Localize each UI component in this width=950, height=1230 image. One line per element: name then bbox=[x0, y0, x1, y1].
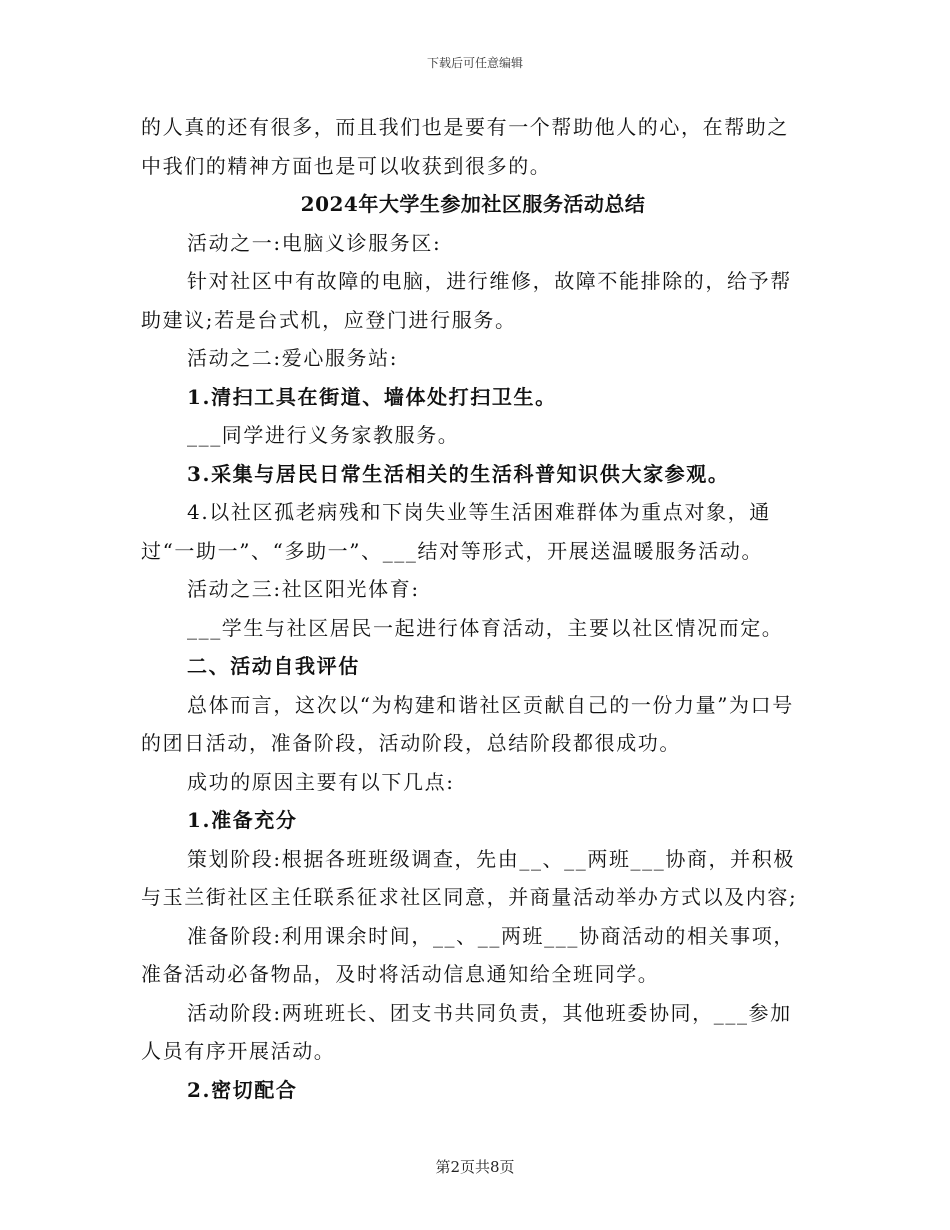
evaluation-heading: 二、活动自我评估 bbox=[187, 654, 360, 678]
activity-two-item-2: ___同学进行义务家教服务。 bbox=[187, 423, 460, 447]
section-title: 2024年大学生参加社区服务活动总结 bbox=[300, 192, 646, 216]
activity-two-item-3: 3.采集与居民日常生活相关的生活科普知识供大家参观。 bbox=[187, 461, 730, 486]
activity-two-heading: 活动之二:爱心服务站: bbox=[187, 346, 399, 370]
activity-two-item-4: 4.以社区孤老病残和下岗失业等生活困难群体为重点对象，通过“一助一”、“多助一”、___结对等形式，开展送温暖服务活动。 bbox=[141, 500, 771, 563]
activity-one-heading: 活动之一:电脑义诊服务区: bbox=[187, 230, 442, 255]
success-reasons-intro: 成功的原因主要有以下几点: bbox=[187, 769, 455, 794]
reason-2-heading: 2.密切配合 bbox=[187, 1077, 298, 1102]
activity-one-text: 针对社区中有故障的电脑，进行维修，故障不能排除的，给予帮助建议;若是台式机，应登门进行服务。 bbox=[141, 269, 792, 332]
planning-stage-text: 策划阶段:根据各班班级调查，先由__、__两班___协商，并积极与玉兰街社区主任联系征求社区同意，并商量活动举办方式以及内容; bbox=[141, 846, 798, 909]
page-footer: 第2页共8页 bbox=[435, 1158, 515, 1176]
activity-two-item-1: 1.清扫工具在街道、墙体处打扫卫生。 bbox=[187, 384, 557, 409]
activity-stage-text: 活动阶段:两班班长、团支书共同负责，其他班委协同，___参加人员有序开展活动。 bbox=[141, 1000, 792, 1063]
reason-1-heading: 1.准备充分 bbox=[187, 808, 298, 832]
activity-three-text: ___学生与社区居民一起进行体育活动，主要以社区情况而定。 bbox=[187, 615, 784, 640]
paragraph-continuation: 的人真的还有很多，而且我们也是要有一个帮助他人的心，在帮助之中我们的精神方面也是可以收获到很多的。 bbox=[141, 115, 789, 178]
preparation-stage-text: 准备阶段:利用课余时间，__、__两班___协商活动的相关事项，准备活动必备物品，及时将活动信息通知给全班同学。 bbox=[141, 923, 795, 986]
evaluation-summary: 总体而言，这次以“为构建和谐社区贡献自己的一份力量”为口号的团日活动，准备阶段，活动阶段，总结阶段都很成功。 bbox=[141, 692, 794, 755]
page-header: 下载后可任意编辑 bbox=[426, 56, 523, 70]
activity-three-heading: 活动之三:社区阳光体育: bbox=[187, 577, 420, 601]
document-body bbox=[141, 108, 805, 1109]
